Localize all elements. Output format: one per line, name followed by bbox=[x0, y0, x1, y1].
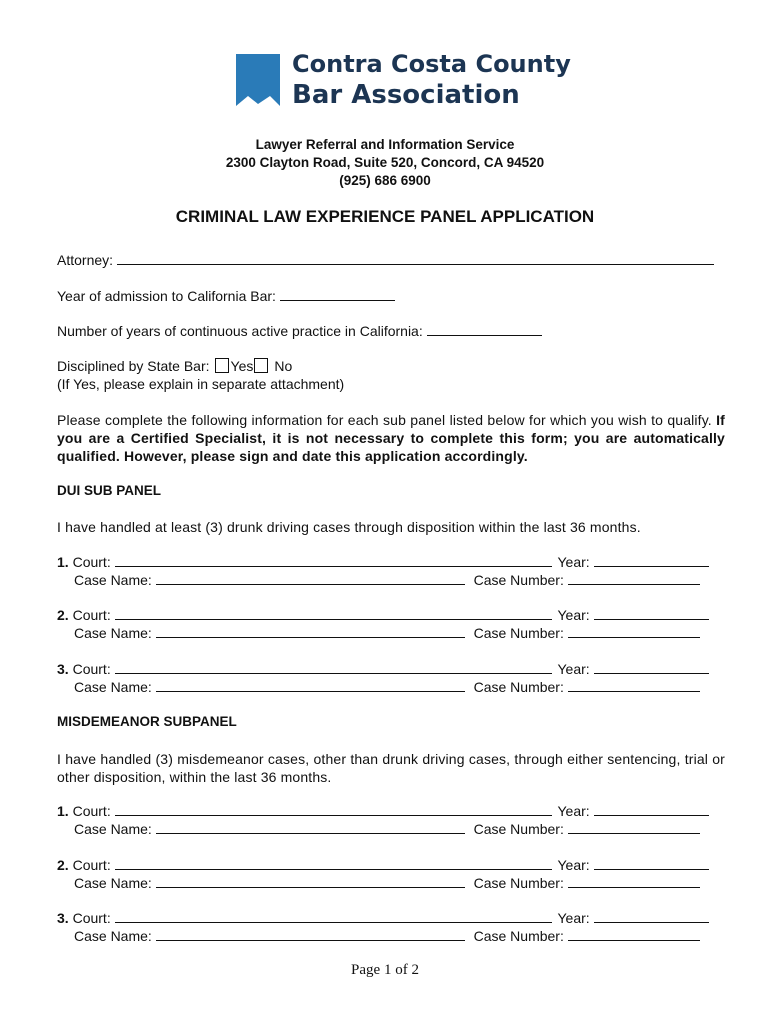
year-label: Year: bbox=[557, 607, 590, 623]
court-label: Court: bbox=[72, 857, 111, 873]
logo-name-line2: Bar Association bbox=[292, 80, 520, 110]
dui-entry-3-case-row bbox=[74, 679, 700, 695]
page-title: CRIMINAL LAW EXPERIENCE PANEL APPLICATION bbox=[175, 207, 595, 226]
entry-number: 2. bbox=[57, 607, 69, 623]
dui-entry-3-court-row bbox=[57, 661, 709, 677]
court-label: Court: bbox=[72, 661, 111, 677]
dui-heading: DUI SUB PANEL bbox=[57, 483, 162, 498]
case-number-input-line[interactable] bbox=[568, 625, 700, 638]
court-input-line[interactable] bbox=[115, 661, 552, 674]
entry-number: 3. bbox=[57, 661, 69, 677]
court-input-line[interactable] bbox=[115, 910, 552, 923]
logo-name-line1: Contra Costa County bbox=[292, 50, 571, 78]
misdemeanor-entry-3-court-row bbox=[57, 910, 709, 926]
misdemeanor-heading: MISDEMEANOR SUBPANEL bbox=[57, 714, 237, 729]
attorney-input-line[interactable] bbox=[117, 252, 714, 265]
entry-number: 1. bbox=[57, 554, 69, 570]
court-label: Court: bbox=[72, 910, 111, 926]
year-label: Year: bbox=[557, 803, 590, 819]
entry-number: 1. bbox=[57, 803, 69, 819]
page-number: Page 1 of 2 bbox=[351, 962, 419, 978]
case-number-input-line[interactable] bbox=[568, 821, 700, 834]
dui-entry-1-court-row bbox=[57, 554, 709, 570]
no-checkbox[interactable] bbox=[254, 358, 268, 373]
misdemeanor-entry-2-court-row bbox=[57, 857, 709, 873]
case-number-label: Case Number: bbox=[473, 625, 564, 641]
case-name-label: Case Name: bbox=[74, 679, 152, 695]
misdemeanor-entry-3-case-row bbox=[74, 928, 700, 944]
attorney-label: Attorney: bbox=[57, 252, 114, 268]
case-number-input-line[interactable] bbox=[568, 875, 700, 888]
court-input-line[interactable] bbox=[115, 607, 552, 620]
case-name-label: Case Name: bbox=[74, 928, 152, 944]
instructions-bold: If you are a Certified Specialist, it is not necessary to complete this form; you are automatically qualified. However, please sign and date this application accordingly. bbox=[57, 412, 725, 464]
case-name-input-line[interactable] bbox=[156, 572, 465, 585]
case-number-input-line[interactable] bbox=[568, 928, 700, 941]
admission-year-field bbox=[57, 288, 395, 304]
year-label: Year: bbox=[557, 910, 590, 926]
case-number-label: Case Number: bbox=[473, 875, 564, 891]
admission-year-label: Year of admission to California Bar: bbox=[57, 288, 276, 304]
entry-number: 2. bbox=[57, 857, 69, 873]
year-input-line[interactable] bbox=[594, 554, 709, 567]
practice-years-label: Number of years of continuous active practice in California: bbox=[57, 323, 423, 339]
year-input-line[interactable] bbox=[594, 607, 709, 620]
service-name: Lawyer Referral and Information Service bbox=[255, 137, 515, 152]
case-name-label: Case Name: bbox=[74, 572, 152, 588]
case-number-label: Case Number: bbox=[473, 572, 564, 588]
misdemeanor-requirement: I have handled (3) misdemeanor cases, other than drunk driving cases, through either sentencing, trial or other disposition, within the last 36 months. bbox=[57, 751, 725, 785]
year-label: Year: bbox=[557, 857, 590, 873]
service-address: 2300 Clayton Road, Suite 520, Concord, CA 94520 bbox=[225, 155, 545, 170]
yes-label: Yes bbox=[230, 358, 254, 374]
court-label: Court: bbox=[72, 803, 111, 819]
case-number-label: Case Number: bbox=[473, 928, 564, 944]
entry-number: 3. bbox=[57, 910, 69, 926]
misdemeanor-entry-1-case-row bbox=[74, 821, 700, 837]
year-input-line[interactable] bbox=[594, 803, 709, 816]
year-input-line[interactable] bbox=[594, 661, 709, 674]
year-input-line[interactable] bbox=[594, 857, 709, 870]
year-label: Year: bbox=[557, 554, 590, 570]
court-label: Court: bbox=[72, 607, 111, 623]
court-input-line[interactable] bbox=[115, 857, 552, 870]
case-name-input-line[interactable] bbox=[156, 928, 465, 941]
attorney-field bbox=[57, 252, 714, 268]
year-input-line[interactable] bbox=[594, 910, 709, 923]
dui-entry-2-court-row bbox=[57, 607, 709, 623]
case-number-label: Case Number: bbox=[473, 821, 564, 837]
year-label: Year: bbox=[557, 661, 590, 677]
court-input-line[interactable] bbox=[115, 803, 552, 816]
practice-years-input-line[interactable] bbox=[427, 323, 542, 336]
no-label: No bbox=[274, 358, 293, 374]
case-name-input-line[interactable] bbox=[156, 625, 465, 638]
dui-requirement: I have handled at least (3) drunk driving cases through disposition within the last 36 months. bbox=[57, 519, 641, 535]
case-number-input-line[interactable] bbox=[568, 679, 700, 692]
court-label: Court: bbox=[72, 554, 111, 570]
dui-entry-1-case-row bbox=[74, 572, 700, 588]
case-number-input-line[interactable] bbox=[568, 572, 700, 585]
case-name-input-line[interactable] bbox=[156, 821, 465, 834]
court-input-line[interactable] bbox=[115, 554, 552, 567]
explain-note: (If Yes, please explain in separate attachment) bbox=[57, 376, 345, 392]
service-phone: (925) 686 6900 bbox=[339, 173, 431, 188]
case-name-label: Case Name: bbox=[74, 875, 152, 891]
yes-checkbox[interactable] bbox=[215, 358, 229, 373]
dui-entry-2-case-row bbox=[74, 625, 700, 641]
case-number-label: Case Number: bbox=[473, 679, 564, 695]
case-name-input-line[interactable] bbox=[156, 679, 465, 692]
practice-years-field bbox=[57, 323, 542, 339]
instructions-plain: Please complete the following information for each sub panel listed below for which you wish to qualify. bbox=[57, 412, 712, 428]
case-name-label: Case Name: bbox=[74, 625, 152, 641]
case-name-label: Case Name: bbox=[74, 821, 152, 837]
admission-year-input-line[interactable] bbox=[280, 288, 395, 301]
disciplined-field bbox=[57, 358, 292, 374]
misdemeanor-entry-2-case-row bbox=[74, 875, 700, 891]
case-name-input-line[interactable] bbox=[156, 875, 465, 888]
disciplined-label: Disciplined by State Bar: bbox=[57, 358, 210, 374]
bar-association-logo-mark bbox=[236, 54, 280, 108]
instructions bbox=[57, 411, 725, 465]
misdemeanor-entry-1-court-row bbox=[57, 803, 709, 819]
